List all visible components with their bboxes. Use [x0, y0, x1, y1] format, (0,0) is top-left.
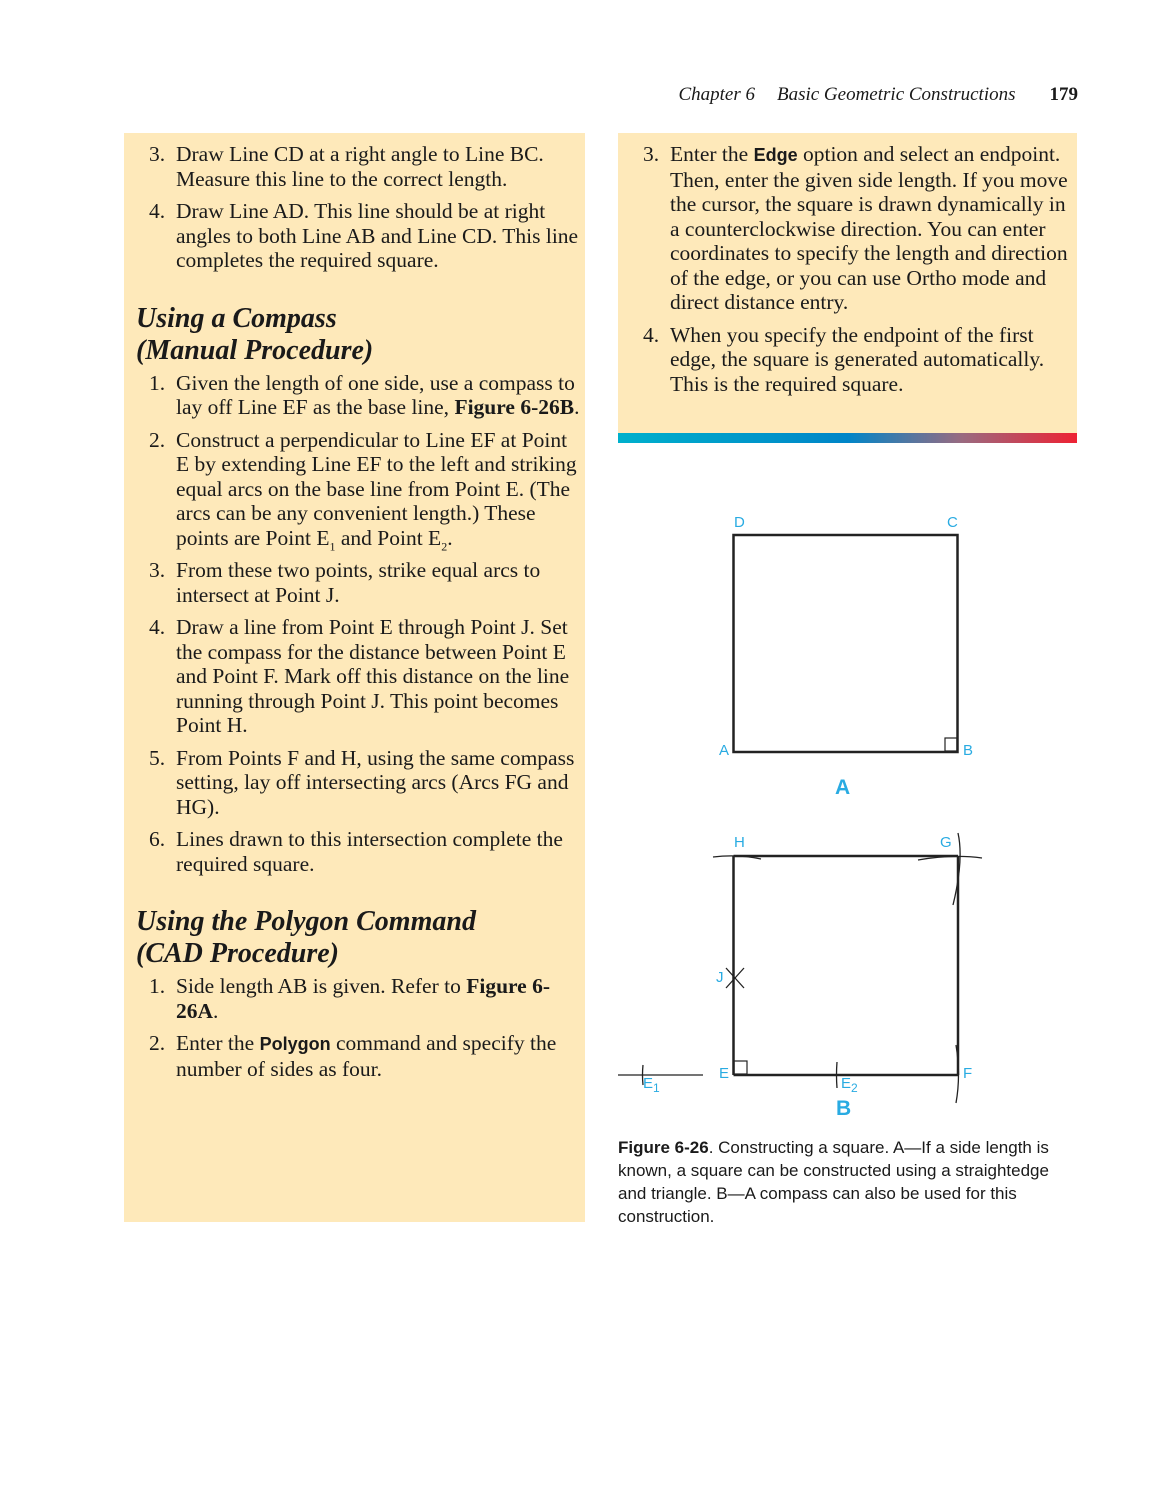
- list-item: 6. Lines drawn to this intersection complete the required square.: [149, 827, 563, 876]
- list-item: 2. Enter the Polygon command and specify the number of sides as four.: [149, 1031, 557, 1081]
- command-name: Polygon: [259, 1034, 331, 1054]
- figure-caption: Figure 6-26. Constructing a square. A—If a side length is known, a square can be constructed using a straightedge and triangle. B—A compass can also be used for this construction.: [618, 1138, 1049, 1226]
- figure-reference[interactable]: Figure 6-26A: [176, 974, 551, 1023]
- point-label-f: F: [963, 1065, 973, 1082]
- list-item: 3. Enter the Edge option and select an endpoint. Then, enter the given side length. If you move the cursor, the square is drawn dynamically in a counterclockwise direction. You can enter coordinates to specify the length and direction of the edge, or you can use Ortho mode and direct distance entry.: [643, 142, 1068, 314]
- compass-section-heading: Using a Compass (Manual Procedure): [136, 302, 374, 366]
- list-item: 3. Draw Line CD at a right angle to Line BC. Measure this line to the correct length.: [149, 142, 544, 191]
- point-label-d: D: [734, 514, 745, 531]
- cad-steps-continued: [618, 142, 1077, 396]
- list-item: 1. Given the length of one side, use a compass to lay off Line EF as the base line, Figure 6-26B.: [149, 370, 580, 419]
- point-label-h: H: [734, 834, 745, 851]
- list-item: 4. Draw a line from Point E through Point J. Set the compass for the distance between Point E and Point F. Mark off this distance on the line running through Point J. This point becomes Point H.: [149, 615, 570, 737]
- list-item: 5. From Points F and H, using the same compass setting, lay off intersecting arcs (Arcs FG and HG).: [149, 745, 575, 819]
- chapter-title: Basic Geometric Constructions: [776, 84, 1016, 105]
- polygon-section-heading: Using the Polygon Command (CAD Procedure): [136, 906, 476, 969]
- point-label-b: B: [963, 742, 974, 759]
- right-column: [618, 142, 1077, 404]
- list-item: 4. Draw Line AD. This line should be at right angles to both Line AB and Line CD. This line completes the required square.: [149, 199, 579, 272]
- list-item: 3. From these two points, strike equal arcs to intersect at Point J.: [149, 558, 541, 607]
- caption-figure-ref: Figure 6-26: [618, 1138, 709, 1157]
- figure-6-26: [618, 500, 1078, 1130]
- list-item: 1. Side length AB is given. Refer to Figure 6-26A.: [149, 974, 551, 1023]
- square-b: [618, 833, 982, 1103]
- gradient-divider-bar: [618, 433, 1077, 443]
- compass-steps: [124, 371, 585, 877]
- figure-reference[interactable]: Figure 6-26B: [454, 395, 575, 419]
- command-name: Edge: [753, 145, 798, 165]
- construction-diagram: [618, 500, 1078, 1130]
- point-label-e1: $E_1$: [643, 1075, 660, 1095]
- polygon-steps: [124, 974, 585, 1081]
- point-label-e: E: [719, 1065, 730, 1082]
- point-label-g: G: [940, 834, 952, 851]
- list-item: 4. When you specify the endpoint of the first edge, the square is generated automatically. This is the required square.: [643, 322, 1045, 396]
- figure-part-a-label: A: [835, 776, 851, 799]
- intro-steps: [124, 142, 585, 273]
- running-head: [600, 84, 1078, 106]
- chapter-label: Chapter 6: [678, 84, 755, 105]
- square-a: [734, 535, 958, 752]
- point-label-j: J: [716, 969, 724, 986]
- point-label-a: A: [719, 742, 730, 759]
- page-number: 179: [1049, 84, 1078, 105]
- left-column: [124, 142, 585, 1089]
- point-label-c: C: [947, 514, 958, 531]
- point-label-e2: $E_2$: [841, 1075, 858, 1095]
- list-item: 2. Construct a perpendicular to Line EF at Point E by extending Line EF to the left and striking equal arcs on the base line from Point E. (The arcs can be any convenient length.) These points are Point $E_1$ and Point $E_2$.: [149, 427, 577, 553]
- figure-part-b-label: B: [836, 1097, 852, 1120]
